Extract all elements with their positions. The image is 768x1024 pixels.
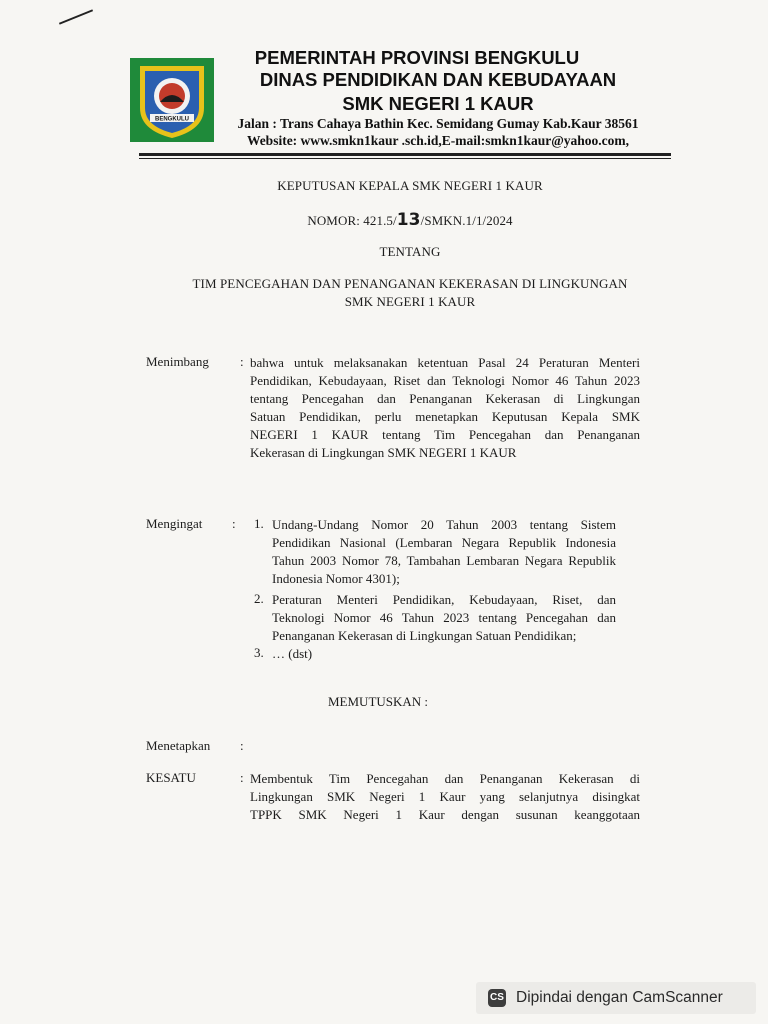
- letterhead-line-1: PEMERINTAH PROVINSI BENGKULU: [254, 47, 580, 68]
- mengingat-colon: :: [232, 516, 236, 531]
- kesatu-text: [250, 770, 640, 824]
- subject-line-2: SMK NEGERI 1 KAUR: [344, 294, 476, 309]
- menimbang-line: Satuan Pendidikan, perlu menetapkan Keputusan Kepala SMK: [250, 409, 640, 424]
- mengingat-item-3: [272, 645, 616, 663]
- letterhead-line-2: DINAS PENDIDIKAN DAN KEBUDAYAAN: [259, 69, 617, 90]
- camscanner-logo-icon: CS: [488, 989, 506, 1007]
- letterhead-contact: [228, 115, 648, 149]
- subject-line-1: TIM PENCEGAHAN DAN PENANGANAN KEKERASAN DI LINGKUNGAN: [192, 276, 628, 291]
- nomor-suffix: /SMKN.1/1/2024: [420, 213, 513, 228]
- website-line: Website: www.smkn1kaur .sch.id,E-mail:smkn1kaur@yahoo.com,: [246, 133, 630, 148]
- mengingat-line: … (dst): [272, 646, 313, 661]
- letterhead-line-3: SMK NEGERI 1 KAUR: [342, 93, 534, 114]
- mengingat-line: Tahun 2003 Nomor 78, Tambahan Lembaran Negara Republik: [272, 553, 616, 568]
- camscanner-watermark: [476, 982, 756, 1014]
- menimbang-line: Pendidikan, Kebudayaan, Riset dan Teknologi Nomor 46 Tahun 2023: [250, 373, 640, 388]
- letterhead-rule-thick: [139, 153, 671, 156]
- menimbang-line: tentang Pencegahan dan Penanganan Kekerasan di Lingkungan: [250, 391, 640, 406]
- province-logo: [130, 58, 214, 142]
- logo-banner-text: BENGKULU: [155, 116, 189, 123]
- menimbang-line: bahwa untuk melaksanakan ketentuan Pasal 24 Peraturan Menteri: [250, 355, 640, 370]
- kesatu-colon: :: [240, 770, 244, 785]
- menimbang-colon: :: [240, 354, 244, 369]
- kesatu-line: Membentuk Tim Pencegahan dan Penanganan Kekerasan di: [250, 771, 640, 786]
- camscanner-text: Dipindai dengan CamScanner: [516, 989, 723, 1006]
- address-line: Jalan : Trans Cahaya Bathin Kec. Semidang Gumay Kab.Kaur 38561: [237, 116, 639, 131]
- menetapkan-label: Menetapkan: [146, 738, 211, 753]
- mengingat-line: Undang-Undang Nomor 20 Tahun 2003 tentang Sistem: [272, 517, 616, 532]
- mengingat-line: Pendidikan Nasional (Lembaran Negara Republik Indonesia: [272, 535, 616, 550]
- menetapkan-colon: :: [240, 738, 244, 753]
- mengingat-item-number: 1.: [254, 516, 264, 531]
- menimbang-text: [250, 354, 640, 462]
- letterhead-rule-thin: [139, 158, 671, 159]
- menimbang-line: Kekerasan di Lingkungan SMK NEGERI 1 KAUR: [250, 445, 517, 460]
- kesatu-line: Lingkungan SMK Negeri 1 Kaur yang selanjutnya disingkat: [250, 789, 640, 804]
- mengingat-line: Teknologi Nomor 46 Tahun 2023 tentang Pencegahan dan: [272, 610, 616, 625]
- decree-title: KEPUTUSAN KEPALA SMK NEGERI 1 KAUR: [277, 178, 543, 193]
- kesatu-line: TPPK SMK Negeri 1 Kaur dengan susunan keanggotaan: [250, 807, 640, 822]
- mengingat-label: Mengingat: [146, 516, 203, 531]
- memutuskan-heading: MEMUTUSKAN :: [328, 694, 429, 709]
- nomor-handwritten: 13: [396, 210, 421, 230]
- nomor-prefix: NOMOR: 421.5/: [307, 213, 397, 228]
- mengingat-item-number: 2.: [254, 591, 264, 606]
- mengingat-line: Indonesia Nomor 4301);: [272, 571, 400, 586]
- menimbang-label: Menimbang: [146, 354, 209, 369]
- tentang-heading: TENTANG: [379, 244, 441, 259]
- decree-number: [150, 210, 670, 230]
- mengingat-item-1: [272, 516, 616, 588]
- pen-stroke-mark: [59, 9, 93, 24]
- mengingat-line: Peraturan Menteri Pendidikan, Kebudayaan, Riset, dan: [272, 592, 616, 607]
- kesatu-label: KESATU: [146, 770, 196, 785]
- mengingat-item-number: 3.: [254, 645, 264, 660]
- mengingat-line: Penanganan Kekerasan di Lingkungan Satuan Pendidikan;: [272, 628, 577, 643]
- menimbang-line: NEGERI 1 KAUR tentang Tim Pencegahan dan Penanganan: [250, 427, 640, 442]
- mengingat-item-2: [272, 591, 616, 645]
